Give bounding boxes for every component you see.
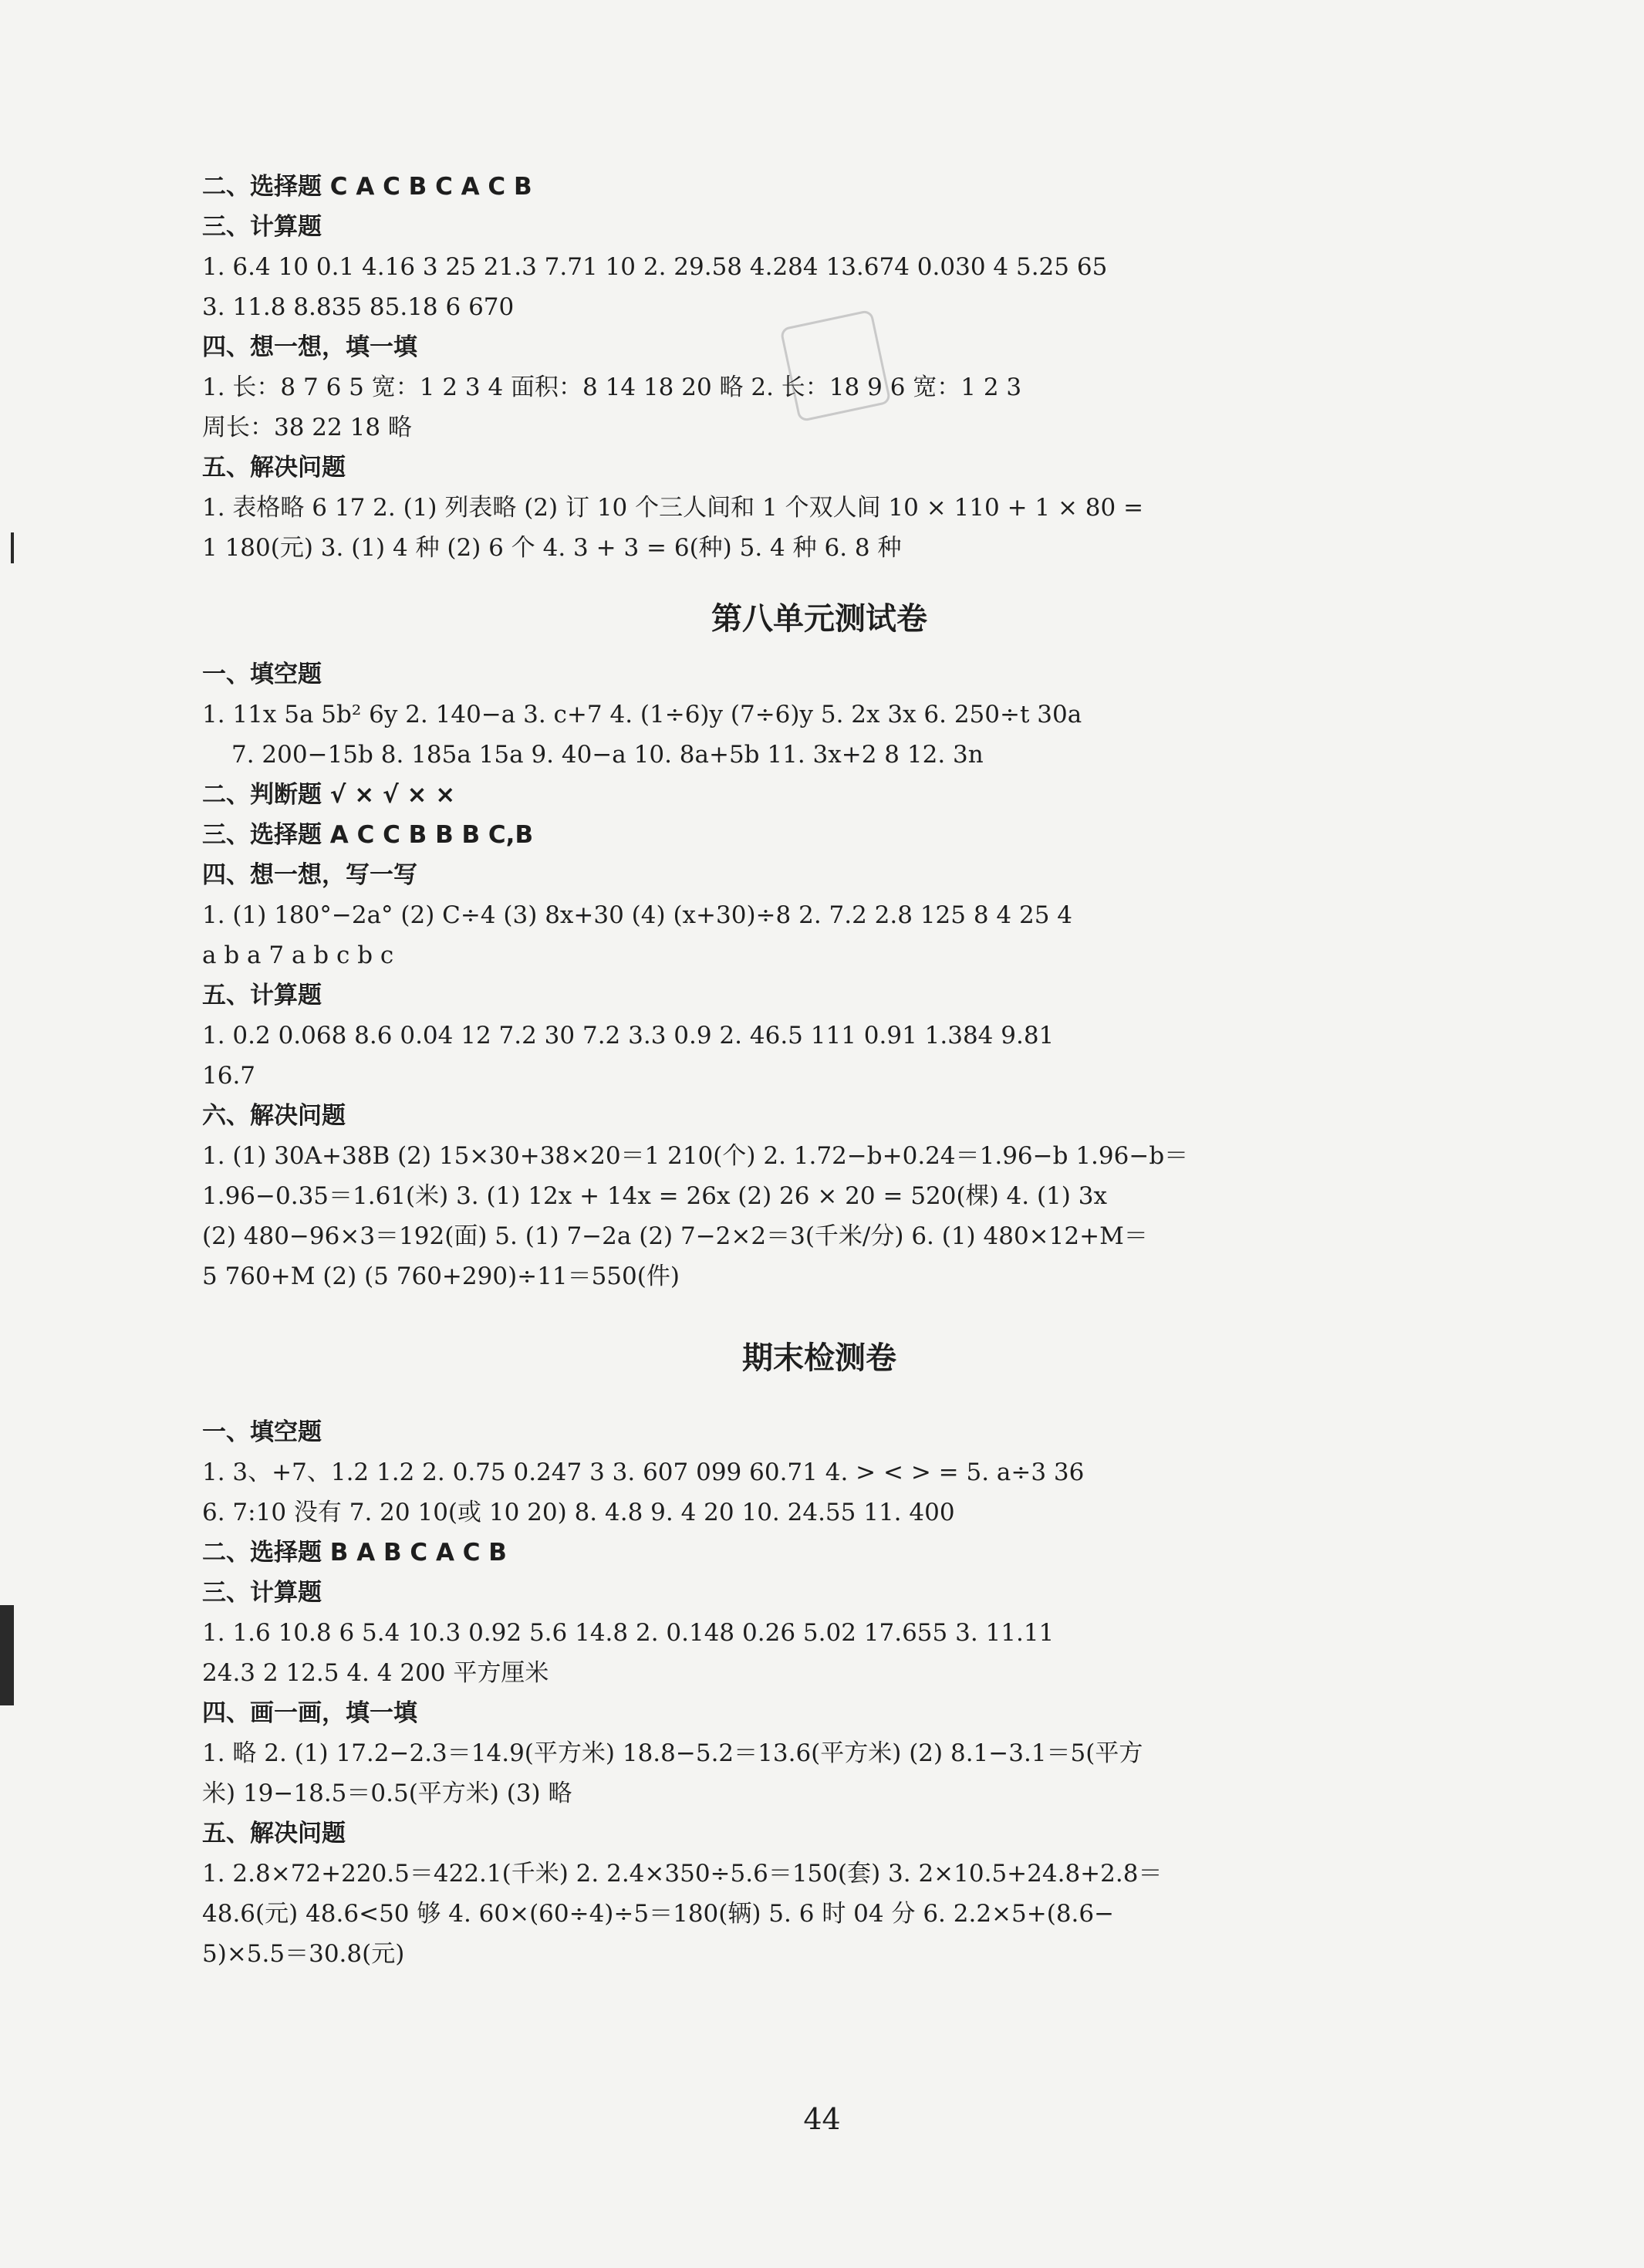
answer-line: 1. 3、+7、1.2 1.2 2. 0.75 0.247 3 3. 607 099 60.71 4. > < > = 5. a÷3 36 — [202, 1458, 1085, 1486]
question-heading: 四、想一想，填一填 — [202, 333, 417, 361]
answer-line: 周长：38 22 18 略 — [202, 414, 412, 441]
answer-line: 48.6(元) 48.6<50 够 4. 60×(60÷4)÷5＝180(辆) 5. 6 时 04 分 6. 2.2×5+(8.6− — [202, 1900, 1115, 1928]
question-heading: 一、填空题 — [202, 661, 322, 688]
question-heading: 五、解决问题 — [202, 454, 346, 482]
question-heading: 一、填空题 — [202, 1418, 322, 1446]
question-heading: 五、解决问题 — [202, 1820, 346, 1847]
answer-line: 1. 6.4 10 0.1 4.16 3 25 21.3 7.71 10 2. 29.58 4.284 13.674 0.030 4 5.25 65 — [202, 253, 1108, 281]
scan-mark — [0, 1605, 14, 1705]
answer-line: 1. 11x 5a 5b² 6y 2. 140−a 3. c+7 4. (1÷6)y (7÷6)y 5. 2x 3x 6. 250÷t 30a — [202, 701, 1082, 728]
answer-line: 3. 11.8 8.835 85.18 6 670 — [202, 293, 515, 321]
answer-line: 1. 2.8×72+220.5＝422.1(千米) 2. 2.4×350÷5.6＝150(套) 3. 2×10.5+24.8+2.8＝ — [202, 1860, 1163, 1888]
page-number: 44 — [803, 2102, 841, 2136]
question-heading: 三、计算题 — [202, 1579, 322, 1607]
answer-line: 7. 200−15b 8. 185a 15a 9. 40−a 10. 8a+5b 11. 3x+2 8 12. 3n — [231, 741, 984, 769]
answer-line: 1 180(元) 3. (1) 4 种 (2) 6 个 4. 3 + 3 = 6(种) 5. 4 种 6. 8 种 — [202, 534, 902, 562]
answer-line: 5)×5.5＝30.8(元) — [202, 1940, 405, 1968]
answer-line: 1. (1) 180°−2a° (2) C÷4 (3) 8x+30 (4) (x+30)÷8 2. 7.2 2.8 125 8 4 25 4 — [202, 901, 1073, 929]
answer-line: a b a 7 a b c b c — [202, 941, 394, 969]
question-heading: 四、画一画，填一填 — [202, 1699, 417, 1727]
answer-line: (2) 480−96×3＝192(面) 5. (1) 7−2a (2) 7−2×2＝3(千米/分) 6. (1) 480×12+M＝ — [202, 1222, 1148, 1250]
answer-line: 6. 7:10 没有 7. 20 10(或 10 20) 8. 4.8 9. 4 20 10. 24.55 11. 400 — [202, 1499, 955, 1526]
question-heading: 二、选择题 C A C B C A C B — [202, 173, 532, 201]
answer-line: 1. 表格略 6 17 2. (1) 列表略 (2) 订 10 个三人间和 1 个双人间 10 × 110 + 1 × 80 = — [202, 494, 1144, 522]
question-heading: 三、选择题 A C C B B B C,B — [202, 821, 534, 849]
answer-line: 5 760+M (2) (5 760+290)÷11＝550(件) — [202, 1262, 680, 1290]
scan-mark — [11, 532, 14, 563]
section-title: 期末检测卷 — [742, 1340, 896, 1376]
answer-line: 1. 0.2 0.068 8.6 0.04 12 7.2 30 7.2 3.3 0.9 2. 46.5 111 0.91 1.384 9.81 — [202, 1022, 1055, 1049]
question-heading: 二、判断题 √ × √ × × — [202, 781, 456, 809]
answer-line: 24.3 2 12.5 4. 4 200 平方厘米 — [202, 1659, 549, 1687]
question-heading: 二、选择题 B A B C A C B — [202, 1539, 507, 1567]
question-heading: 五、计算题 — [202, 982, 322, 1009]
answer-line: 1. 略 2. (1) 17.2−2.3＝14.9(平方米) 18.8−5.2＝13.6(平方米) (2) 8.1−3.1＝5(平方 — [202, 1739, 1143, 1767]
section-title: 第八单元测试卷 — [711, 601, 927, 637]
question-heading: 六、解决问题 — [202, 1102, 346, 1130]
answer-line: 1.96−0.35＝1.61(米) 3. (1) 12x + 14x = 26x (2) 26 × 20 = 520(棵) 4. (1) 3x — [202, 1182, 1107, 1210]
answer-line: 米) 19−18.5＝0.5(平方米) (3) 略 — [202, 1780, 572, 1807]
answer-content — [202, 167, 1436, 1974]
answer-line: 16.7 — [202, 1062, 256, 1090]
answer-line: 1. 长：8 7 6 5 宽：1 2 3 4 面积：8 14 18 20 略 2. 长：18 9 6 宽：1 2 3 — [202, 373, 1022, 401]
question-heading: 四、想一想，写一写 — [202, 861, 417, 889]
answer-line: 1. 1.6 10.8 6 5.4 10.3 0.92 5.6 14.8 2. 0.148 0.26 5.02 17.655 3. 11.11 — [202, 1619, 1055, 1647]
answer-line: 1. (1) 30A+38B (2) 15×30+38×20＝1 210(个) 2. 1.72−b+0.24＝1.96−b 1.96−b＝ — [202, 1142, 1189, 1170]
question-heading: 三、计算题 — [202, 213, 322, 241]
